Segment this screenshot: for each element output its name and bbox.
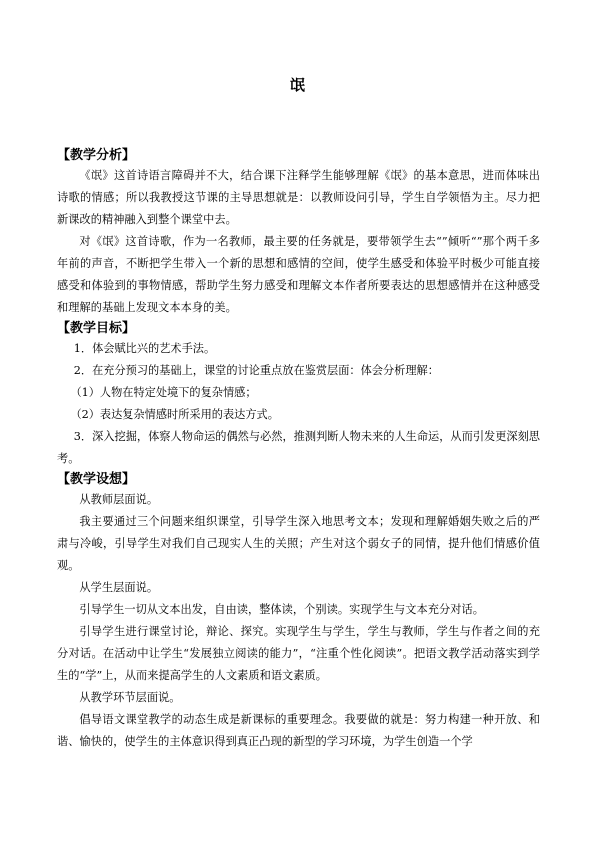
paragraph: 对《氓》这首诗歌，作为一名教师，最主要的任务就是，要带领学生去“”倾听“”那个两千多年前的声音，不断把学生带入一个新的思想和感情的空间，使学生感受和体验平时极少可能直接感受和体验到的事物情感，帮助学生努力感受和理解文本作者所要表达的思想感情并在这种感受和理解的基础上发现文本本身的美。 (57, 235, 540, 314)
sub-list-item: （2）表达复杂情感时所采用的表达方式。 (70, 408, 279, 421)
paragraph: 倡导语文课堂教学的动态生成是新课标的重要理念。我要做的就是：努力构建一种开放、和谐、愉快的，使学生的主体意识得到真正凸现的新型的学习环境，为学生创造一个学 (57, 713, 540, 748)
section-heading-goals: 【教学目标】 (57, 321, 136, 336)
paragraph: 引导学生进行课堂讨论，辩论、探究。实现学生与学生，学生与教师，学生与作者之间的充分对话。在活动中让学生“发展独立阅读的能力”，“注重个性化阅读”。把语文教学活动落实到学生的“学”上，从而来提高学生的人文素质和语文素质。 (57, 625, 540, 682)
paragraph: 从教学环节层面说。 (79, 691, 181, 704)
section-heading-analysis: 【教学分析】 (57, 148, 136, 163)
list-item: 1．体会赋比兴的艺术手法。 (73, 342, 216, 355)
section-goals (57, 319, 540, 470)
paragraph: 《氓》这首诗语言障碍并不大，结合课下注释学生能够理解《氓》的基本意思，进而体味出诗歌的情感；所以我教授这节课的主导思想就是：以教师设问引导，学生自学领悟为主。尽力把新课改的精神融入到整个课堂中去。 (57, 169, 540, 226)
paragraph: 我主要通过三个问题来组织课堂，引导学生深入地思考文本；发现和理解婚姻失败之后的严肃与冷峻，引导学生对我们自己现实人生的关照；产生对这个弱女子的同情，提升他们情感价值观。 (57, 515, 540, 572)
paragraph: 从教师层面说。 (79, 493, 159, 506)
paragraph: 引导学生一切从文本出发，自由读，整体读，个别读。实现学生与文本充分对话。 (79, 603, 484, 616)
list-item: 3．深入挖掘，体察人物命运的偶然与必然，推测判断人物未来的人生命运，从而引发更深刻思考。 (57, 430, 540, 465)
list-item: 2．在充分预习的基础上，课堂的讨论重点放在鉴赏层面：体会分析理解： (73, 364, 439, 377)
paragraph: 从学生层面说。 (79, 581, 159, 594)
page-title: 氓 (289, 76, 305, 94)
section-design (57, 470, 540, 753)
section-analysis (57, 146, 540, 319)
sub-list-item: （1）人物在特定处境下的复杂情感； (70, 386, 257, 399)
document-body (57, 146, 540, 753)
section-heading-design: 【教学设想】 (57, 472, 136, 487)
